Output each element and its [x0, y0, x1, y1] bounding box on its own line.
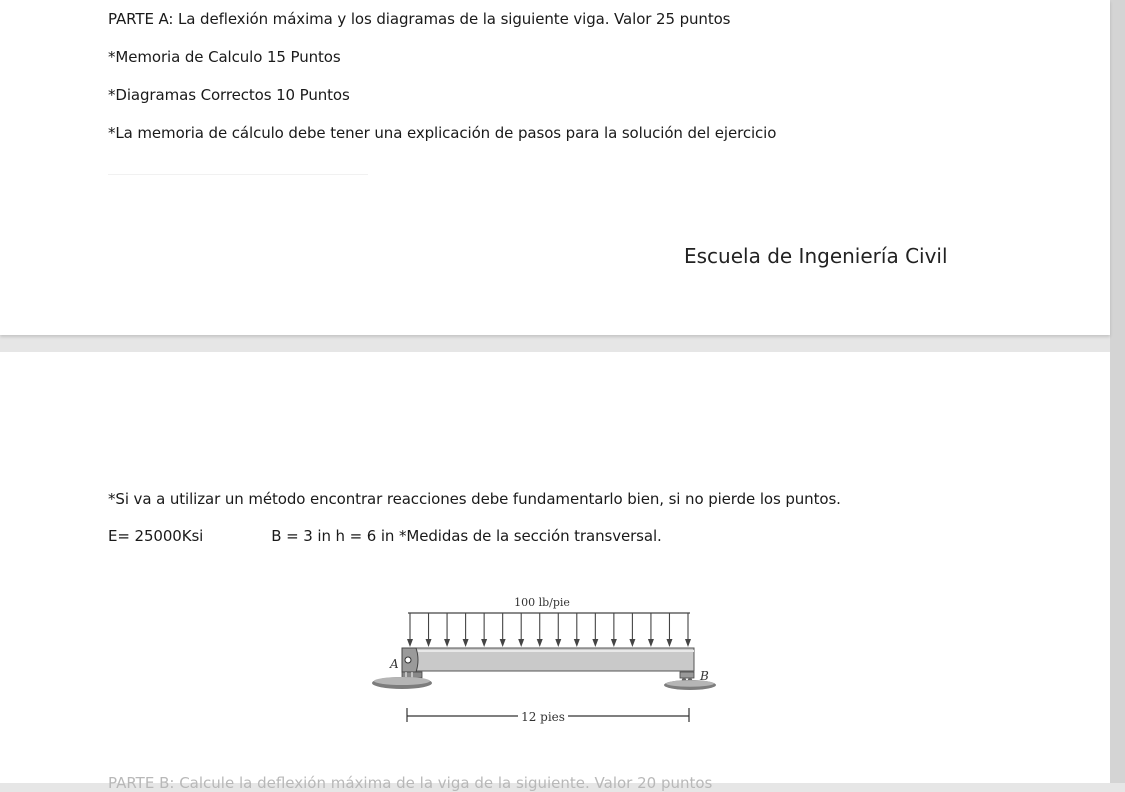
load-arrow — [426, 613, 432, 647]
reactions-note: *Si va a utilizar un método encontrar reacciones debe fundamentarlo bien, si no pierde los puntos. — [108, 490, 841, 508]
load-arrow — [666, 613, 672, 647]
span-label: 12 pies — [521, 710, 565, 724]
elastic-modulus: E= 25000Ksi — [108, 527, 204, 545]
material-properties — [108, 527, 662, 545]
load-arrow — [500, 613, 506, 647]
load-arrow — [611, 613, 617, 647]
beam-figure — [372, 586, 718, 726]
right-gutter — [1110, 0, 1125, 783]
load-arrow — [555, 613, 561, 647]
load-arrow — [685, 613, 691, 647]
load-arrow — [629, 613, 635, 647]
beam-diagram — [372, 586, 718, 726]
load-label: 100 lb/pie — [514, 596, 570, 609]
cutoff-next-section: PARTE B: Calcule la deflexión máxima de la viga de la siguiente. Valor 20 puntos — [108, 774, 713, 792]
document-page-1 — [0, 0, 1110, 335]
load-arrow — [537, 613, 543, 647]
load-arrow — [407, 613, 413, 647]
load-arrow — [463, 613, 469, 647]
load-arrow — [518, 613, 524, 647]
load-arrow — [592, 613, 598, 647]
distributed-load-arrows — [407, 613, 691, 647]
diagram-points: *Diagramas Correctos 10 Puntos — [108, 86, 350, 104]
support-b-label: B — [700, 669, 709, 683]
load-arrow — [444, 613, 450, 647]
part-a-heading: PARTE A: La deflexión máxima y los diagramas de la siguiente viga. Valor 25 puntos — [108, 10, 731, 28]
calc-memory-points: *Memoria de Calculo 15 Puntos — [108, 48, 341, 66]
school-name: Escuela de Ingeniería Civil — [684, 244, 948, 268]
faint-divider — [108, 174, 368, 175]
section-dimensions: B = 3 in h = 6 in *Medidas de la sección transversal. — [271, 527, 662, 545]
load-arrow — [648, 613, 654, 647]
support-a-label: A — [390, 657, 399, 671]
load-arrow — [574, 613, 580, 647]
calc-memory-note: *La memoria de cálculo debe tener una explicación de pasos para la solución del ejercicio — [108, 124, 777, 142]
load-arrow — [481, 613, 487, 647]
